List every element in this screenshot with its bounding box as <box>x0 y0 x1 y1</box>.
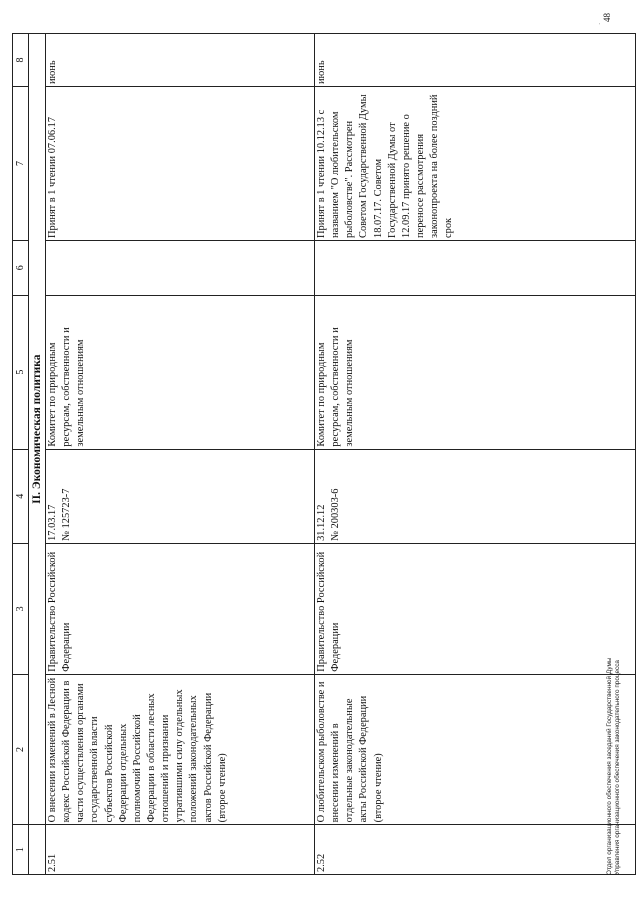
section-row <box>29 34 46 875</box>
legislation-table <box>12 33 636 875</box>
responsible-committee: Комитет по природным ресурсам, собственности и земельным отношениям <box>315 295 636 449</box>
col-header: 6 <box>13 240 29 295</box>
col-header: 3 <box>13 543 29 674</box>
col-header: 8 <box>13 34 29 87</box>
bill-number: № 125723-7 <box>61 488 73 541</box>
bill-registration <box>315 449 636 543</box>
col-header: 2 <box>13 674 29 825</box>
bill-date: 31.12.12 <box>316 504 327 541</box>
page-number: 48 <box>602 13 612 22</box>
col6-cell <box>46 240 315 295</box>
table-row <box>46 34 315 875</box>
bill-registration <box>46 449 315 543</box>
header-row <box>13 34 29 875</box>
footer-line: Отдел организационного обеспечения заседаний Государственной Думы <box>606 657 613 875</box>
scan-mark: · <box>596 22 604 25</box>
row-number: 2.51 <box>46 825 315 875</box>
bill-author: Правительство Российской Федерации <box>315 543 636 674</box>
table-row <box>315 34 636 875</box>
bill-date: 17.03.17 <box>47 504 58 541</box>
row-number: 2.52 <box>315 825 636 875</box>
page-footer <box>606 658 622 876</box>
responsible-committee: Комитет по природным ресурсам, собственности и земельным отношениям <box>46 295 315 449</box>
bill-title: О любительском рыболовстве и внесении изменений в отдельные законодательные акты Российской Федерации (второе чтение) <box>315 674 636 825</box>
bill-term: июнь <box>315 34 636 87</box>
footer-line: Управления организационного обеспечения законодательного процесса <box>614 660 621 875</box>
col-header: 1 <box>13 825 29 875</box>
col-header: 4 <box>13 449 29 543</box>
bill-term: июнь <box>46 34 315 87</box>
col-header: 5 <box>13 295 29 449</box>
bill-author: Правительство Российской Федерации <box>46 543 315 674</box>
bill-status: Принят в 1 чтении 07.06.17 <box>46 87 315 241</box>
bill-status: Принят в 1 чтении 10.12.13 с названием "О любительском рыболовстве". Рассмотрен Советом Государственной Думы 18.07.17. Советом Государственной Думы от 12.09.17 принято решение о переносе рассмотрения законопроекта на более поздний срок <box>315 87 636 241</box>
bill-title: О внесении изменений в Лесной кодекс Российской Федерации в части осуществления органами государственной власти субъектов Российской Федерации отдельных полномочий Российской Федерации в области лесных отношений и признании утратившими силу отдельных положений законодательных актов Российской Федерации (второе чтение) <box>46 674 315 825</box>
bill-number: № 200303-6 <box>330 488 342 541</box>
col-header: 7 <box>13 87 29 241</box>
col6-cell <box>315 240 636 295</box>
section-title: II. Экономическая политика <box>29 34 46 825</box>
